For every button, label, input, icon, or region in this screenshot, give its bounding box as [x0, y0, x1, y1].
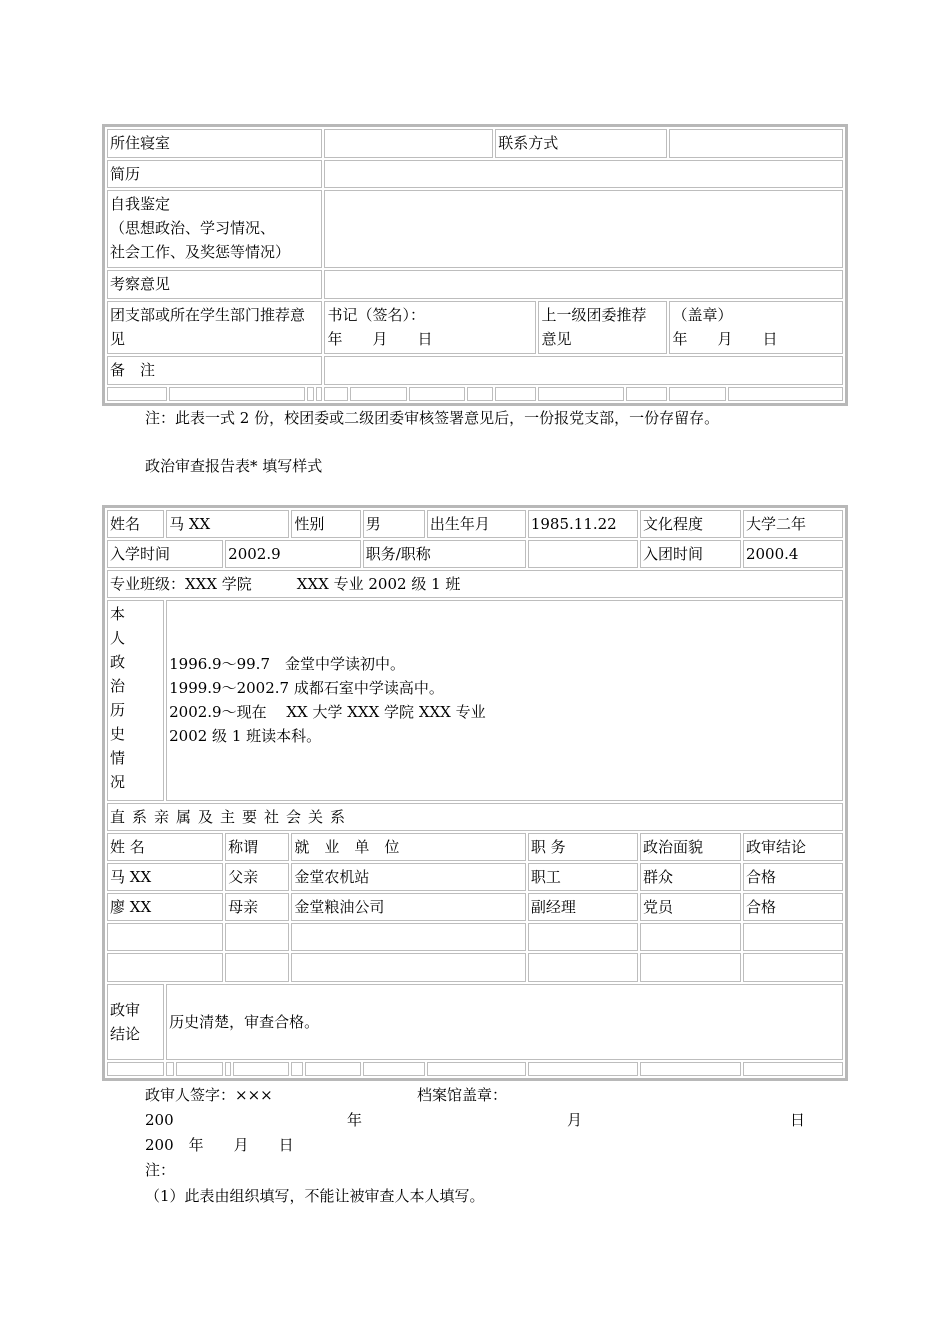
- note-item-1: （1）此表由组织填写，不能让被审查人本人填写。: [145, 1187, 485, 1205]
- history-label-char: 情: [110, 749, 126, 768]
- name-value: 马 XX: [166, 510, 289, 538]
- gender-label: 性别: [291, 510, 360, 538]
- history-line: 2002.9～现在 XX 大学 XXX 学院 XXX 专业: [169, 703, 486, 722]
- history-label-char: 史: [110, 725, 126, 744]
- spacer-cell: [467, 387, 493, 401]
- spacer-cell: [176, 1062, 223, 1076]
- relation-name: [107, 953, 223, 981]
- relation-name: 廖 XX: [107, 893, 223, 921]
- date-line-2: 200 年 月 日: [145, 1136, 294, 1154]
- spacer-cell: [233, 1062, 289, 1076]
- relations-header-name: 姓 名: [107, 833, 223, 861]
- spacer-cell: [291, 1062, 302, 1076]
- major-class: 专业班级：XXX 学院 XXX 专业 2002 级 1 班: [107, 570, 843, 598]
- relation-position: 职工: [528, 863, 638, 891]
- recommendation-form: [102, 124, 848, 406]
- birth-label: 出生年月: [427, 510, 526, 538]
- date-year: 200: [145, 1111, 174, 1129]
- relation-conclusion: [743, 923, 843, 951]
- relation-political-status: [640, 923, 741, 951]
- relation-title: [225, 953, 289, 981]
- table-note: 注：此表一式 2 份，校团委或二级团委审核签署意见后，一份报党支部，一份存留存。: [145, 409, 720, 427]
- self-eval-title: 自我鉴定: [110, 195, 171, 214]
- remarks-value: [324, 356, 843, 385]
- spacer-cell: [350, 387, 406, 401]
- relation-position: 副经理: [528, 893, 638, 921]
- contact-label: 联系方式: [495, 129, 667, 158]
- relation-position: [528, 953, 638, 981]
- relation-title: 父亲: [225, 863, 289, 891]
- relation-conclusion: 合格: [743, 863, 843, 891]
- history-line: 1999.9～2002.7 成都石室中学读高中。: [169, 679, 444, 698]
- spacer-cell: [538, 387, 624, 401]
- league-join-label: 入团时间: [640, 540, 741, 568]
- date-nian: 年: [347, 1111, 363, 1129]
- spacer-cell: [324, 387, 348, 401]
- secretary-sign-label: 书记（签名）：: [327, 305, 425, 324]
- upper-label-line-2: 意见: [541, 329, 572, 348]
- table-row: [107, 923, 843, 951]
- relations-title: 直系亲属及主要社会关系: [107, 803, 843, 831]
- relation-political-status: [640, 953, 741, 981]
- self-evaluation-value: [324, 190, 843, 268]
- spacer-cell: [743, 1062, 843, 1076]
- relation-title: [225, 923, 289, 951]
- conclusion-label: [107, 984, 164, 1060]
- spacer-cell: [166, 1062, 174, 1076]
- self-eval-note-1: （思想政治、学习情况、: [110, 219, 276, 238]
- history-label-char: 政: [110, 653, 126, 672]
- note-label: 注：: [145, 1161, 176, 1179]
- history-label-char: 历: [110, 701, 126, 720]
- history-label-char: 况: [110, 773, 126, 792]
- political-review-table: [102, 505, 848, 1081]
- self-eval-note-2: 社会工作、及奖惩等情况）: [110, 243, 291, 262]
- birth-value: 1985.11.22: [528, 510, 638, 538]
- position-value: [528, 540, 638, 568]
- relations-header-political-status: 政治面貌: [640, 833, 741, 861]
- spacer-cell: [427, 1062, 526, 1076]
- branch-label-line-2: 见: [110, 329, 126, 348]
- upper-committee-label: [538, 301, 667, 354]
- conclusion-label-line-1: 政审: [110, 1000, 141, 1019]
- relation-conclusion: [743, 953, 843, 981]
- history-label: [107, 600, 164, 801]
- spacer-cell: [363, 1062, 425, 1076]
- relations-header-conclusion: 政审结论: [743, 833, 843, 861]
- date-ri: 日: [790, 1111, 806, 1129]
- relation-political-status: 群众: [640, 863, 741, 891]
- spacer-cell: [409, 387, 465, 401]
- table-row: [107, 953, 843, 981]
- upper-date: 年 月 日: [672, 329, 778, 348]
- branch-recommendation-label: [107, 301, 322, 354]
- relation-employer: [291, 923, 525, 951]
- spacer-cell: [169, 387, 306, 401]
- spacer-cell: [107, 1062, 164, 1076]
- relation-political-status: 党员: [640, 893, 741, 921]
- relation-position: [528, 923, 638, 951]
- recommendation-table: [102, 124, 848, 406]
- relations-header-position: 职 务: [528, 833, 638, 861]
- spacer-cell: [107, 387, 167, 401]
- spacer-cell: [669, 387, 725, 401]
- relations-header-relation: 称谓: [225, 833, 289, 861]
- history-line: 1996.9～99.7 金堂中学读初中。: [169, 655, 405, 674]
- reviewer-signature: 政审人签字：×××: [145, 1086, 273, 1104]
- contact-value: [669, 129, 843, 158]
- form-title: 政治审查报告表* 填写样式: [145, 457, 323, 475]
- education-value: 大学二年: [743, 510, 843, 538]
- relation-name: 马 XX: [107, 863, 223, 891]
- table-row: [107, 893, 843, 921]
- name-label: 姓名: [107, 510, 164, 538]
- upper-committee-seal: [669, 301, 843, 354]
- secretary-signature: [324, 301, 536, 354]
- spacer-cell: [225, 1062, 231, 1076]
- history-label-char: 治: [110, 677, 126, 696]
- enroll-label: 入学时间: [107, 540, 223, 568]
- spacer-cell: [316, 387, 323, 401]
- self-evaluation-label: [107, 190, 322, 268]
- spacer-cell: [305, 1062, 361, 1076]
- table-row: [107, 863, 843, 891]
- dorm-value: [324, 129, 493, 158]
- branch-label-line-1: 团支部或所在学生部门推荐意: [110, 305, 306, 324]
- relation-employer: [291, 953, 525, 981]
- archive-seal: 档案馆盖章：: [417, 1086, 508, 1104]
- review-opinion-label: 考察意见: [107, 270, 322, 299]
- gender-value: 男: [363, 510, 425, 538]
- upper-label-line-1: 上一级团委推荐: [541, 305, 647, 324]
- league-join-value: 2000.4: [743, 540, 843, 568]
- dorm-label: 所住寝室: [107, 129, 322, 158]
- relations-header-employer: 就 业 单 位: [291, 833, 525, 861]
- spacer-cell: [307, 387, 314, 401]
- relation-employer: 金堂粮油公司: [291, 893, 525, 921]
- spacer-cell: [728, 387, 843, 401]
- education-label: 文化程度: [640, 510, 741, 538]
- spacer-cell: [528, 1062, 638, 1076]
- history-label-char: 本: [110, 605, 126, 624]
- enroll-value: 2002.9: [225, 540, 361, 568]
- spacer-cell: [495, 387, 536, 401]
- seal-label: （盖章）: [672, 305, 733, 324]
- political-review-form: [102, 505, 848, 1081]
- resume-label: 简历: [107, 160, 322, 189]
- conclusion-text: 历史清楚，审查合格。: [166, 984, 843, 1060]
- spacer-cell: [626, 387, 667, 401]
- position-label: 职务/职称: [363, 540, 526, 568]
- spacer-cell: [640, 1062, 741, 1076]
- relation-conclusion: 合格: [743, 893, 843, 921]
- date-yue: 月: [567, 1111, 583, 1129]
- relation-name: [107, 923, 223, 951]
- history-label-char: 人: [110, 629, 126, 648]
- secretary-date: 年 月 日: [327, 329, 433, 348]
- remarks-label: 备 注: [107, 356, 322, 385]
- conclusion-label-line-2: 结论: [110, 1024, 141, 1043]
- relation-title: 母亲: [225, 893, 289, 921]
- relation-employer: 金堂农机站: [291, 863, 525, 891]
- history-line: 2002 级 1 班读本科。: [169, 727, 322, 746]
- resume-value: [324, 160, 843, 189]
- history-content: [166, 600, 843, 801]
- review-opinion-value: [324, 270, 843, 299]
